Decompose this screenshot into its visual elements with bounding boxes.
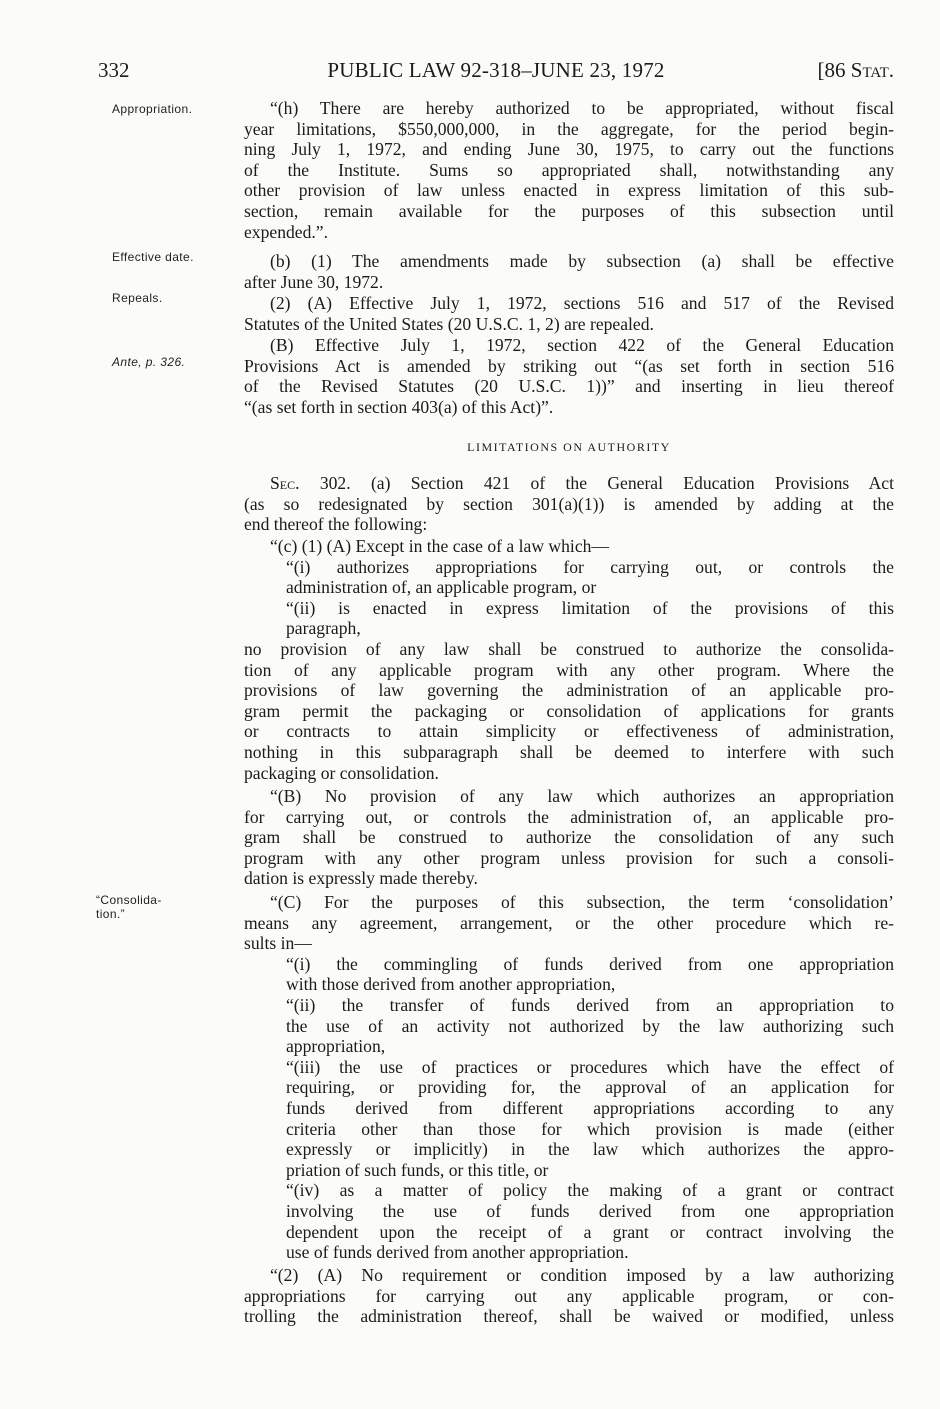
paragraph-b1 [244,251,894,292]
text-line: the use of an activity not authorized by the law authorizing such [286,1015,894,1036]
text-line: “(i) the commingling of funds derived from one appropriation [286,953,894,974]
text-line: end thereof the following: [244,514,428,535]
text-line: section, remain available for the purposes of this subsection until [244,200,894,221]
section-heading: LIMITATIONS ON AUTHORITY [467,440,671,454]
text-line: gram shall be construed to authorize the consolidation of any such [244,827,894,848]
text-line: no provision of any law shall be construed to authorize the consolida- [244,638,894,659]
text-line: for carrying out, or controls the administration of, an applicable pro- [244,806,894,827]
page-number: 332 [98,58,130,82]
volume-ref-stat: Stat. [850,58,894,82]
text-line: “(2) (A) No requirement or condition imposed by a law authorizing [270,1265,894,1285]
text-line: “(iv) as a matter of policy the making of a grant or contract [286,1180,894,1201]
margin-note-ante: Ante, p. 326. [112,355,186,369]
text-line: administration of, an applicable program, or [286,577,597,598]
text-line: “(as set forth in section 403(a) of this Act)”. [244,396,554,417]
text-line: criteria other than those for which provision is made (either [286,1118,894,1139]
text-line: sults in— [244,933,312,954]
text-line: “(iii) the use of practices or procedures which have the effect of [286,1056,894,1077]
text-line: “(c) (1) (A) Except in the case of a law which— [270,536,610,556]
text-line: priation of such funds, or this title, or [286,1159,549,1180]
volume-ref-prefix: [86 [817,58,851,82]
margin-note-appropriation: Appropriation. [112,102,193,116]
text-line: trolling the administration thereof, shall be waived or modified, unless [244,1306,894,1327]
text-line: requiring, or providing for, the approval of an application for [286,1077,894,1098]
text-line: with those derived from another appropriation, [286,974,616,995]
text-line: program with any other program unless provision for such a consoli- [244,847,894,868]
text-line: nothing in this subparagraph shall be deemed to interfere with such [244,741,894,762]
text-line: “(h) There are hereby authorized to be appropriated, without fiscal [270,98,894,118]
margin-note-consolidation-line-1: “Consolida- [96,893,162,907]
text-line: of the Revised Statutes (20 U.S.C. 1))” and inserting in lieu thereof [244,376,894,397]
margin-note-consolidation [96,893,216,921]
running-title: PUBLIC LAW 92-318–JUNE 23, 1972 [327,58,665,82]
text-line: expressly or implicitly) in the law which authorizes the appro- [286,1139,894,1160]
text-line: ning July 1, 1972, and ending June 30, 1975, to carry out the functions [244,139,894,160]
text-line: involving the use of funds derived from one appropriation [286,1200,894,1221]
section-label: Sec. [270,473,300,493]
text-line: “(B) No provision of any law which authorizes an appropriation [270,786,894,806]
section-302-opening: 302. (a) Section 421 of the General Education Provisions Act [299,473,894,493]
volume-reference [818,56,894,84]
margin-note-repeals: Repeals. [112,291,163,305]
text-line: gram permit the packaging or consolidation of applications for grants [244,700,894,721]
text-line: Statutes of the United States (20 U.S.C. 1, 2) are repealed. [244,313,654,334]
text-line: “(C) For the purposes of this subsection, the term ‘consolidation’ [270,892,894,912]
margin-note-consolidation-line-2: tion.” [96,907,126,921]
page-header [98,56,894,84]
text-line: funds derived from different appropriations according to any [286,1097,894,1118]
subsection-c2a [244,1265,894,1327]
text-line: paragraph, [286,618,361,639]
text-line: or contracts to attain simplicity or effectiveness of administration, [244,721,894,742]
margin-note-effective-date: Effective date. [112,250,194,264]
text-line: “(i) authorizes appropriations for carrying out, or controls the [286,556,894,577]
section-302 [244,473,894,535]
paragraph-2a [244,293,894,334]
text-line: dependent upon the receipt of a grant or contract involving the [286,1221,894,1242]
text-line: appropriations for carrying out any applicable program, or con- [244,1285,894,1306]
text-line: appropriation, [286,1036,386,1057]
paragraph-h [244,98,894,242]
text-line: use of funds derived from another appropriation. [286,1242,629,1263]
text-line: (as so redesignated by section 301(a)(1)) is amended by adding at the [244,493,894,514]
text-line: packaging or consolidation. [244,762,439,783]
text-line: “(ii) the transfer of funds derived from an appropriation to [286,994,894,1015]
text-line: provisions of law governing the administration of an applicable pro- [244,680,894,701]
text-line: (b) (1) The amendments made by subsection (a) shall be effective [270,251,894,271]
text-line: of the Institute. Sums so appropriated shall, notwithstanding any [244,159,894,180]
text-line: after June 30, 1972. [244,271,384,292]
subsection-c1c [244,892,894,1263]
text-line: “(ii) is enacted in express limitation of the provisions of this [286,597,894,618]
text-line [244,473,894,494]
text-line: dation is expressly made thereby. [244,868,478,889]
text-line: (B) Effective July 1, 1972, section 422 of the General Education [270,335,894,355]
text-line: Provisions Act is amended by striking out “(as set forth in section 516 [244,355,894,376]
text-line: expended.”. [244,221,329,242]
text-line: means any agreement, arrangement, or the other procedure which re- [244,912,894,933]
subsection-c1a [244,536,894,783]
text-line: tion of any applicable program with any other program. Where the [244,659,894,680]
subsection-c1b [244,786,894,889]
text-line: year limitations, $550,000,000, in the aggregate, for the period begin- [244,118,894,139]
text-line: other provision of law unless enacted in express limitation of this sub- [244,180,894,201]
paragraph-2b [244,335,894,417]
text-line: (2) (A) Effective July 1, 1972, sections 516 and 517 of the Revised [270,293,894,313]
